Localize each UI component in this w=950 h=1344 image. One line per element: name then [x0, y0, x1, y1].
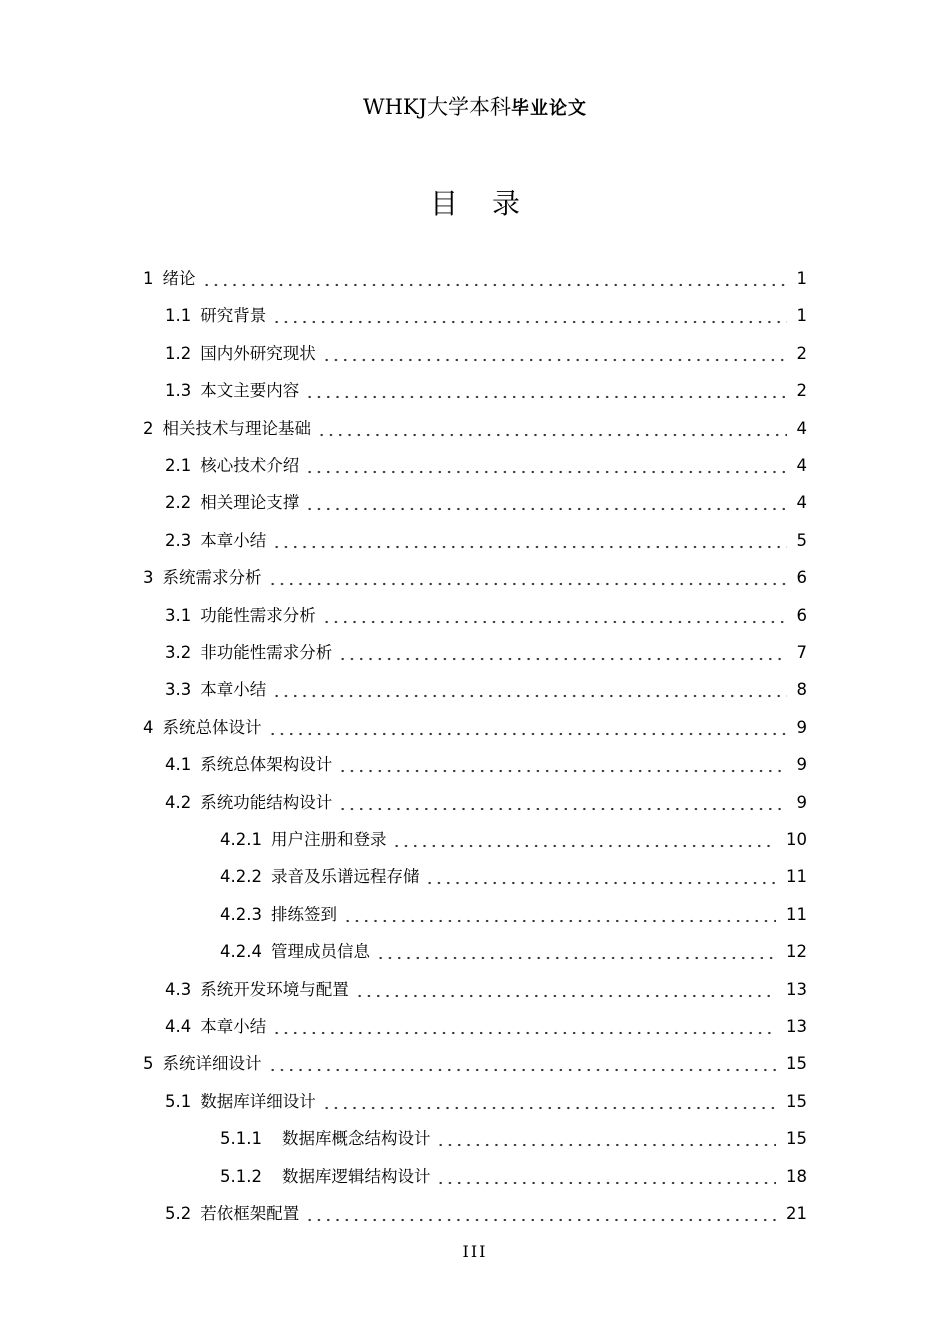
toc-entry-page: 4 [796, 456, 807, 475]
toc-entry-label: 绪论 [162, 269, 196, 288]
toc-entry-label: 若依框架配置 [200, 1204, 300, 1223]
toc-entry-page: 13 [786, 979, 807, 999]
toc-dot-leader [272, 522, 786, 559]
toc-dot-leader [338, 634, 786, 671]
toc-entry-page: 10 [786, 830, 807, 849]
toc-entry-label: 本章小结 [200, 530, 267, 550]
toc-entry-number: 3.2 [165, 643, 192, 662]
toc-entry-page: 6 [796, 568, 807, 588]
toc-dot-leader [305, 372, 786, 409]
toc-entry-page: 11 [786, 904, 807, 924]
toc-entry[interactable] [165, 372, 807, 409]
toc-dot-leader [305, 447, 786, 484]
toc-entry-number: 4.3 [165, 979, 192, 999]
toc-entry-page: 9 [796, 792, 807, 812]
toc-entry-number: 1.3 [165, 381, 192, 401]
toc-dot-leader [338, 784, 786, 821]
toc-entry-label: 系统总体架构设计 [200, 755, 333, 775]
toc-entry-page: 13 [786, 1017, 807, 1036]
toc-entry-number: 3 [143, 568, 154, 588]
toc-entry-label: 功能性需求分析 [200, 605, 316, 625]
toc-entry[interactable] [143, 260, 807, 297]
toc-entry-label: 本章小结 [200, 680, 267, 700]
toc-entry-page: 12 [786, 942, 807, 962]
toc-dot-leader [272, 297, 786, 334]
toc-entry[interactable] [165, 522, 807, 559]
toc-entry-number: 2.2 [165, 493, 192, 513]
toc-entry[interactable] [165, 784, 807, 821]
toc-entry-number: 5.1.1 [220, 1129, 262, 1149]
toc-entry-page: 9 [796, 717, 807, 737]
toc-entry-number: 5.2 [165, 1204, 192, 1223]
page-header [0, 92, 950, 124]
toc-entry-page: 11 [786, 867, 807, 887]
header-thesis-label: 毕业论文 [511, 98, 587, 119]
toc-entry-page: 18 [786, 1166, 807, 1186]
toc-entry-number: 2.1 [165, 456, 192, 475]
toc-dot-leader [305, 484, 786, 521]
toc-entry-page: 15 [786, 1054, 807, 1074]
toc-dot-leader [322, 1083, 776, 1120]
toc-dot-leader [322, 597, 787, 634]
page-number: III [462, 1242, 488, 1261]
toc-entry-page: 2 [796, 381, 807, 401]
toc-entry-label: 系统需求分析 [162, 568, 262, 588]
toc-entry-number: 4.1 [165, 755, 192, 775]
toc-entry[interactable] [165, 335, 807, 372]
toc-entry[interactable] [165, 297, 807, 334]
toc-entry[interactable] [220, 933, 807, 970]
toc-entry-label: 核心技术介绍 [200, 456, 300, 475]
toc-entry-page: 7 [796, 643, 807, 662]
toc-entry-page: 5 [796, 530, 807, 550]
toc-entry[interactable] [220, 1120, 807, 1157]
toc-entry-number: 4.2.3 [220, 904, 262, 924]
toc-entry[interactable] [165, 1195, 807, 1232]
toc-entry-number: 3.3 [165, 680, 192, 700]
toc-entry-label: 系统详细设计 [162, 1054, 262, 1074]
toc-entry-label: 相关技术与理论基础 [162, 418, 311, 438]
toc-dot-leader [343, 896, 776, 933]
toc-entry-number: 4.2.4 [220, 942, 262, 962]
toc-entry-number: 1 [143, 269, 154, 288]
toc-entry-number: 1.1 [165, 306, 192, 326]
toc-entry-number: 2.3 [165, 530, 192, 550]
toc-entry-label: 本文主要内容 [200, 381, 300, 401]
toc-dot-leader [305, 1195, 776, 1232]
toc-entry-label: 数据库概念结构设计 [281, 1129, 431, 1149]
toc-entry-page: 6 [796, 605, 807, 625]
toc-entry-label: 管理成员信息 [270, 942, 370, 962]
toc-entry-label: 系统开发环境与配置 [200, 979, 349, 999]
toc-entry[interactable] [165, 447, 807, 484]
toc-entry[interactable] [220, 1158, 807, 1195]
toc-entry-page: 1 [796, 306, 807, 326]
toc-entry[interactable] [165, 597, 807, 634]
toc-dot-leader [436, 1120, 776, 1157]
toc-entry[interactable] [143, 1045, 807, 1082]
toc-dot-leader [355, 971, 776, 1008]
toc-entry[interactable] [220, 821, 807, 858]
toc-entry-page: 15 [786, 1129, 807, 1149]
toc-entry-page: 4 [796, 418, 807, 438]
toc-entry[interactable] [165, 671, 807, 708]
toc-dot-leader [268, 559, 787, 596]
toc-entry-number: 5 [143, 1054, 154, 1074]
toc-entry[interactable] [165, 1083, 807, 1120]
toc-entry-label: 数据库逻辑结构设计 [281, 1166, 431, 1186]
toc-entry-page: 1 [796, 269, 807, 288]
toc-dot-leader [425, 858, 776, 895]
toc-entry[interactable] [220, 896, 807, 933]
toc-entry-label: 本章小结 [200, 1017, 267, 1036]
toc-entry[interactable] [165, 1008, 807, 1045]
toc-dot-leader [338, 746, 786, 783]
toc-dot-leader [272, 1008, 776, 1045]
toc-entry[interactable] [165, 634, 807, 671]
toc-entry-page: 9 [796, 755, 807, 775]
toc-entry-page: 4 [796, 493, 807, 513]
toc-entry-number: 5.1 [165, 1091, 192, 1111]
toc-entry-page: 21 [786, 1204, 807, 1223]
toc-entry[interactable] [143, 559, 807, 596]
toc-entry-number: 2 [143, 418, 154, 438]
toc-entry-label: 相关理论支撑 [200, 493, 300, 513]
toc-entry[interactable] [165, 971, 807, 1008]
toc-entry-label: 排练签到 [270, 904, 337, 924]
toc-entry[interactable] [143, 410, 807, 447]
toc-entry-label: 非功能性需求分析 [200, 643, 333, 662]
toc-dot-leader [436, 1158, 776, 1195]
toc-entry-number: 3.1 [165, 605, 192, 625]
toc-entry[interactable] [143, 709, 807, 746]
toc-entry-number: 4.4 [165, 1017, 192, 1036]
toc-dot-leader [317, 410, 787, 447]
toc-entry-page: 15 [786, 1091, 807, 1111]
toc-dot-leader [268, 709, 787, 746]
toc-entry-label: 系统功能结构设计 [200, 792, 333, 812]
toc-dot-leader [392, 821, 776, 858]
toc-dot-leader [376, 933, 776, 970]
toc-entry-number: 4.2.1 [220, 830, 262, 849]
toc-entry-number: 4 [143, 717, 154, 737]
toc-entry-page: 2 [796, 343, 807, 363]
toc-entry-label: 研究背景 [200, 306, 267, 326]
toc-entry[interactable] [220, 858, 807, 895]
toc-entry[interactable] [165, 484, 807, 521]
toc-entry-label: 国内外研究现状 [200, 343, 316, 363]
toc-entry-page: 8 [796, 680, 807, 700]
toc-dot-leader [202, 260, 787, 297]
toc-entry-label: 系统总体设计 [162, 717, 262, 737]
toc-entry-number: 5.1.2 [220, 1166, 262, 1186]
toc-dot-leader [322, 335, 787, 372]
toc-entry-number: 4.2.2 [220, 867, 262, 887]
toc-entry[interactable] [165, 746, 807, 783]
toc-entry-label: 数据库详细设计 [200, 1091, 316, 1111]
toc-entry-number: 4.2 [165, 792, 192, 812]
header-university: WHKJ大学本科 [362, 95, 511, 119]
toc-dot-leader [268, 1045, 777, 1082]
page-title: 目录 [429, 187, 554, 220]
toc-entry-label: 录音及乐谱远程存储 [270, 867, 420, 887]
toc-dot-leader [272, 671, 786, 708]
toc-entry-label: 用户注册和登录 [270, 830, 387, 849]
toc-entry-number: 1.2 [165, 343, 192, 363]
